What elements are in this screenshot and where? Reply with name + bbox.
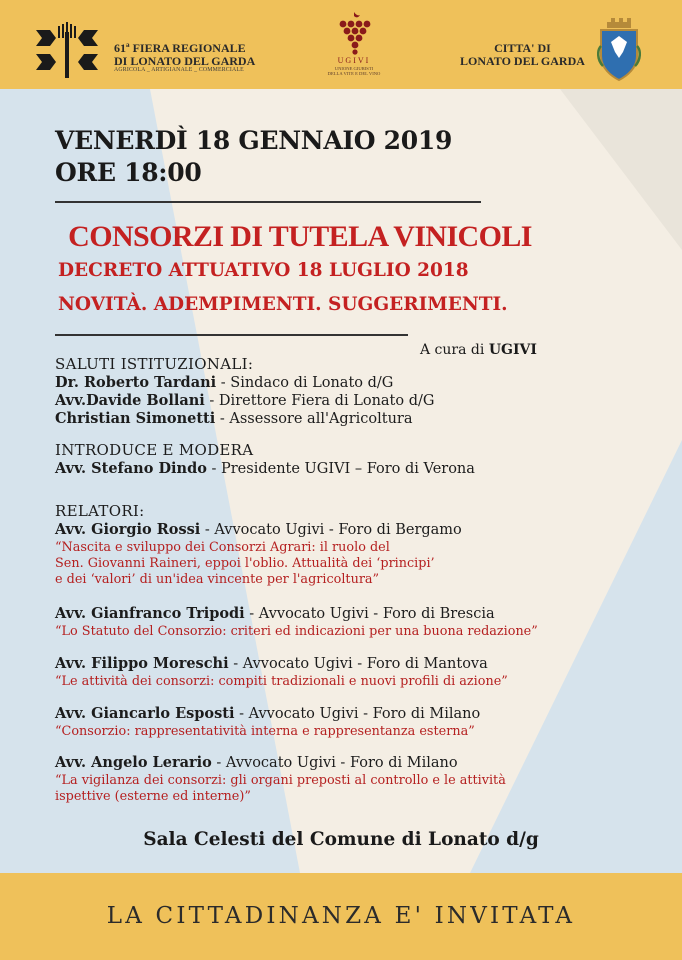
- organizer-credit: [420, 342, 537, 358]
- organizer-name: UGIVI: [488, 342, 537, 358]
- fiera-title-line-1: 61ª FIERA REGIONALE: [114, 41, 246, 55]
- speaker: [55, 754, 458, 771]
- saluti-person: [55, 410, 413, 427]
- speaker-talk: “Nascita e sviluppo dei Consorzi Agrari: il ruolo del: [55, 540, 390, 555]
- organizer-label: A cura di: [420, 342, 485, 358]
- speaker-talk: “Consorzio: rappresentatività interna e rappresentanza esterna”: [55, 724, 475, 739]
- venue: Sala Celesti del Comune di Lonato d/g: [143, 829, 539, 850]
- saluti-person-name: Christian Simonetti: [55, 410, 216, 427]
- speaker-name: Avv. Giorgio Rossi: [55, 521, 201, 538]
- speaker: [55, 705, 480, 722]
- relatori-heading: RELATORI:: [55, 502, 145, 520]
- speaker-role: - Avvocato Ugivi - Foro di Milano: [234, 706, 481, 722]
- citta-line-1: CITTA' DI: [494, 41, 551, 55]
- speaker-role: - Avvocato Ugivi - Foro di Mantova: [228, 656, 488, 672]
- ugivi-subtitle-line-2: DELLA VITE E DEL VINO: [327, 71, 381, 77]
- moderator-name: Avv. Stefano Dindo: [55, 460, 207, 477]
- saluti-person: [55, 392, 434, 409]
- speaker-talk: Sen. Giovanni Raineri, eppoi l'oblio. Attualità dei ‘principi’: [55, 556, 435, 571]
- saluti-person-role: - Sindaco di Lonato d/G: [216, 375, 394, 391]
- event-date-time: [55, 125, 452, 189]
- saluti-person-role: - Assessore all'Agricoltura: [215, 411, 413, 427]
- citta-line-2: LONATO DEL GARDA: [460, 53, 585, 68]
- speaker-name: Avv. Giancarlo Esposti: [55, 705, 235, 722]
- event-subtitle-1: DECRETO ATTUATIVO 18 LUGLIO 2018: [58, 260, 469, 281]
- event-subtitle-2: NOVITÀ. ADEMPIMENTI. SUGGERIMENTI.: [58, 294, 508, 315]
- ugivi-name: UGIVI: [337, 56, 371, 65]
- speaker-talk: “La vigilanza dei consorzi: gli organi preposti al controllo e le attività: [55, 773, 506, 788]
- speaker-talk: e dei ‘valori’ di un'idea vincente per l'agricoltura”: [55, 572, 380, 587]
- saluti-person-name: Avv.Davide Bollani: [55, 392, 205, 409]
- speaker: [55, 605, 495, 622]
- moderator-role: - Presidente UGIVI – Foro di Verona: [206, 461, 475, 477]
- speaker-talk: “Le attività dei consorzi: compiti tradizionali e nuovi profili di azione”: [55, 674, 508, 689]
- event-date: VENERDÌ 18 GENNAIO 2019: [55, 126, 453, 155]
- fiera-subtitle: AGRICOLA _ ARTIGIANALE _ COMMERCIALE: [114, 67, 244, 74]
- speaker-role: - Avvocato Ugivi - Foro di Milano: [211, 755, 458, 771]
- saluti-person: [55, 374, 393, 391]
- footer-invitation: LA CITTADINANZA E' INVITATA: [106, 902, 576, 929]
- moderator: [55, 460, 475, 477]
- speaker-name: Avv. Gianfranco Tripodi: [55, 605, 245, 622]
- speaker-talk: ispettive (esterne ed interne)”: [55, 789, 251, 804]
- modera-heading: INTRODUCE E MODERA: [55, 441, 254, 459]
- saluti-person-name: Dr. Roberto Tardani: [55, 374, 217, 391]
- divider-bottom: [55, 334, 408, 336]
- saluti-heading: SALUTI ISTITUZIONALI:: [55, 355, 254, 373]
- saluti-person-role: - Direttore Fiera di Lonato d/G: [204, 393, 435, 409]
- speaker-role: - Avvocato Ugivi - Foro di Brescia: [244, 606, 495, 622]
- speaker-name: Avv. Filippo Moreschi: [55, 655, 229, 672]
- ugivi-subtitle-line-1: UNIONE GIURISTI: [334, 66, 374, 71]
- divider-top: [55, 201, 481, 203]
- speaker-role: - Avvocato Ugivi - Foro di Bergamo: [200, 522, 462, 538]
- event-time: ORE 18:00: [55, 158, 202, 187]
- fiera-title-line-2: DI LONATO DEL GARDA: [114, 53, 256, 68]
- speaker-name: Avv. Angelo Lerario: [55, 754, 212, 771]
- speaker-talk: “Lo Statuto del Consorzio: criteri ed indicazioni per una buona redazione”: [55, 624, 538, 639]
- speaker: [55, 655, 488, 672]
- event-title: CONSORZI DI TUTELA VINICOLI: [68, 220, 532, 253]
- speaker: [55, 521, 462, 538]
